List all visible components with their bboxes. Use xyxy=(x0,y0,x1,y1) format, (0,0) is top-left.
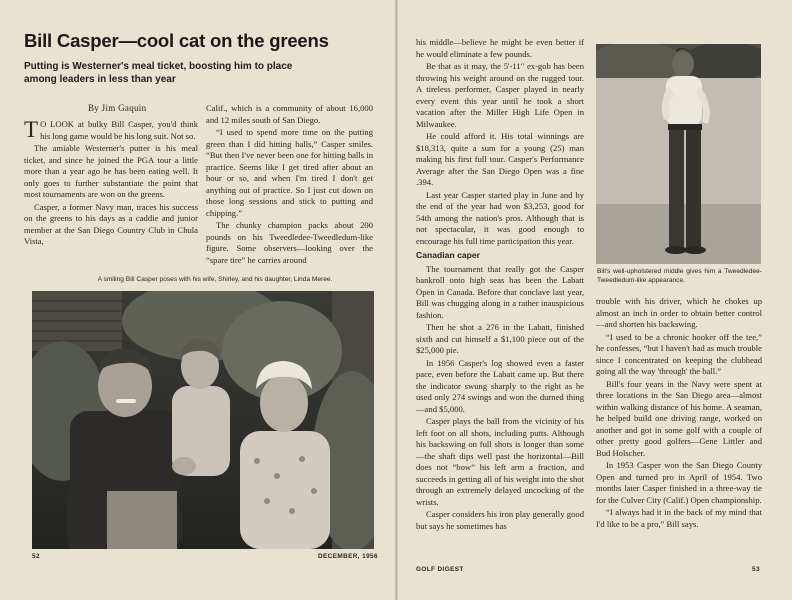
col3-paragraph-7: In 1956 Casper's log showed even a faster pace, even before the Labatt came up. But there the indicator swung sharply to the right as he used only 274 swings and won the durned thing—and $5,000. xyxy=(416,357,584,414)
article-deck: Putting is Westerner's meal ticket, boosting him to place among leaders in less than year xyxy=(24,61,293,85)
col4-paragraph-1: trouble with his driver, which he chokes up almost an inch in order to obtain better control—and shorten his backswing. xyxy=(596,296,762,329)
family-photo-image xyxy=(32,291,374,549)
col3-paragraph-6: Then he shot a 276 in the Labatt, finished sixth and cut himself a $1,100 piece out of the $25,000 pie. xyxy=(416,322,584,355)
col3-paragraph-3: He could afford it. His total winnings are $18,313, quite a sum for a young (25) man making his first full tour. Casper's Performance Average after the San Diego Open was a fine .394. xyxy=(416,131,584,187)
article-byline: By Jim Gaquin xyxy=(88,103,147,113)
col1-paragraph-2: The amiable Westerner's putter is his meal ticket, and since he joined the PGA tour a little more than a year ago he has been eating well. It only goes to further substantiate the point that most tournaments are won on the greens. xyxy=(24,143,198,199)
col3-paragraph-5: The tournament that really got the Casper bankroll onto high seas has been the Labatt Open in Canada. Before that conclave last year, Bill was chugging along in a rather inauspicious fashion. xyxy=(416,263,584,320)
col3-paragraph-4: Last year Casper started play in June and by the end of the year had won $3,253, good for 54th among the nation's pros. Although that is not spectacular, it was good enough to encourage his full time participation this year. xyxy=(416,189,584,246)
col3-paragraph-2: Be that as it may, the 5'-11" ex-gob has been throwing his weight around on the rugged tour. A tireless performer, Casper played in nearly every event this year until he took a short vacation after the Miller High Life Open in Milwaukee. xyxy=(416,61,584,129)
col2-paragraph-2: “I used to spend more time on the putting green than I did hitting balls,” Casper smiles. “But then I've never been one for hitting balls in practice. Seems like I get tired after about an hour or so, and when I'm tired I don't get anything out of practice. So I just cut down on those long sessions and stick to putting and chipping.” xyxy=(206,127,373,218)
left-page-date: DECEMBER, 1956 xyxy=(318,553,378,560)
col1-paragraph-3: Casper, a former Navy man, traces his success on the greens to his days as a caddie and junior member at the San Diego Country Club in Chula Vista, xyxy=(24,201,198,246)
col3-paragraph-1: his middle—believe he might be even better if he would eliminate a few pounds. xyxy=(416,37,584,59)
right-page-number: 53 xyxy=(752,566,760,573)
casper-photo xyxy=(596,44,761,264)
text-column-3 xyxy=(416,37,584,533)
drop-cap: T xyxy=(24,117,39,142)
page-gutter xyxy=(395,0,398,600)
magazine-title: GOLF DIGEST xyxy=(416,566,464,573)
casper-photo-image xyxy=(596,44,761,264)
section-subhead: Canadian caper xyxy=(416,250,480,260)
text-column-2 xyxy=(206,103,373,267)
col2-paragraph-3: The chunky champion packs about 200 pounds on his Tweedledee-Tweedledum-like figure. Some observers—looking over the “spare tire” he carries around xyxy=(206,220,373,265)
col4-paragraph-5: “I always had it in the back of my mind that I'd like to be a pro,” Bill says. xyxy=(596,507,762,529)
text-column-1 xyxy=(24,119,198,249)
text-column-4 xyxy=(596,296,762,531)
col4-paragraph-3: Bill's four years in the Navy were spent at three locations in the San Diego area—almost within walking distance of his home. A seaman, he helped build one driving range, worked on another and got in some golf with a couple of other pretty good golfers—Gene Littler and Bud Holscher. xyxy=(596,378,762,458)
article-headline: Bill Casper—cool cat on the greens xyxy=(24,30,329,51)
col2-paragraph-1: Calif., which is a community of about 16,000 and 12 miles south of San Diego. xyxy=(206,103,373,125)
col4-paragraph-4: In 1953 Casper won the San Diego County Open and turned pro in April of 1954. Two months later Casper finished in a three-way tie for the Culver City (Calif.) Open championship. xyxy=(596,460,762,505)
col3-paragraph-9: Casper considers his iron play generally good but says he sometimes has xyxy=(416,509,584,531)
family-photo-caption: A smiling Bill Casper poses with his wife, Shirley, and his daughter, Linda Meree. xyxy=(97,276,333,283)
casper-photo-caption: Bill's well-upholstered middle gives him a Tweedledee-Tweedledum-like appearance. xyxy=(597,268,762,284)
col3-paragraph-8: Casper plays the ball from the vicinity of his left foot on all shots, including putts. Although his backswing on full shots is longer than some—the shaft dips well past the horizontal—Bill does not “bow” his left arm a fraction, and succeeds in getting all of his weight into the shot through an extremely delayed uncocking of the wrists. xyxy=(416,416,584,507)
family-photo xyxy=(32,291,374,549)
col4-paragraph-2: “I used to be a chronic hooker off the tee,” he confesses, “but I haven't had as much trouble since I concentrated on keeping the clubhead going all the way 'through' the ball.” xyxy=(596,331,762,376)
col1-paragraph-1: T O LOOK at bulky Bill Casper, you'd think his long game would be his long suit. Not so. xyxy=(24,117,198,142)
left-page-number: 52 xyxy=(32,553,40,560)
